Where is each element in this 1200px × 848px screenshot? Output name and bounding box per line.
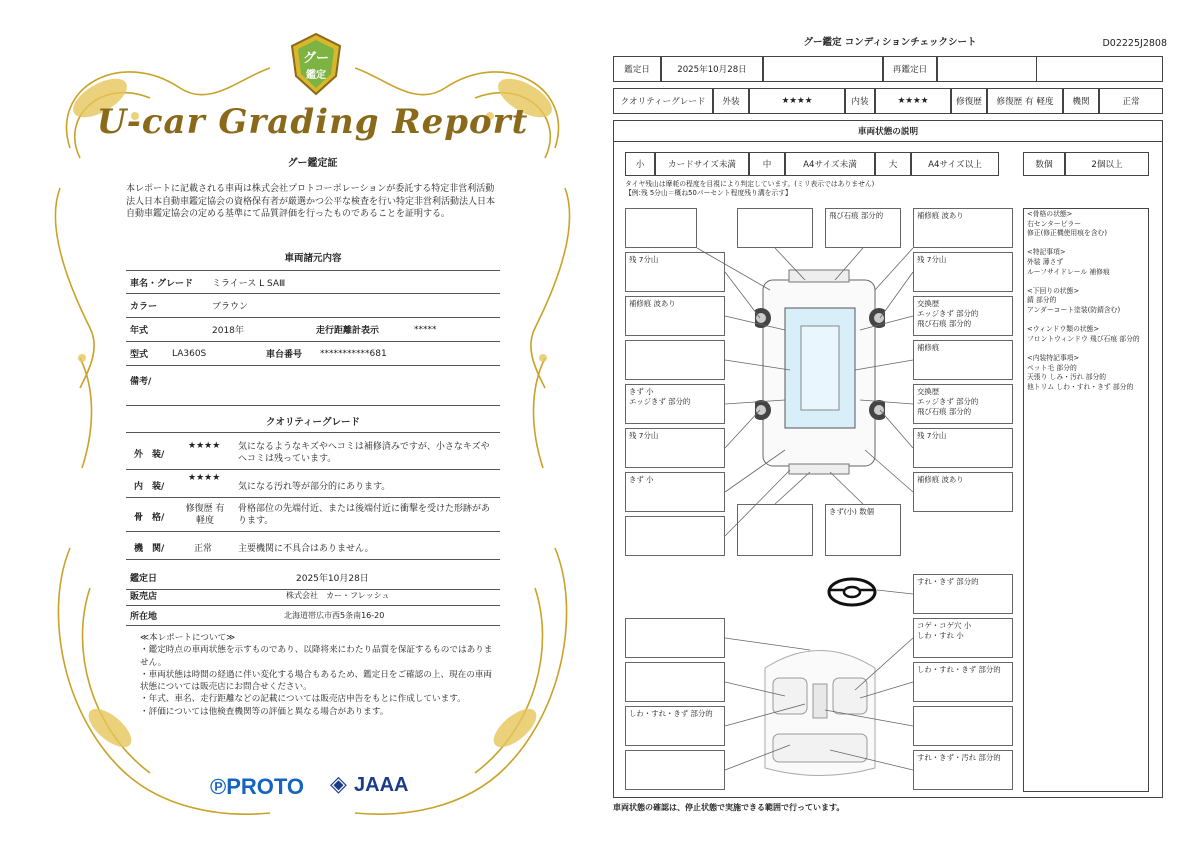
size-mid-label: 中 xyxy=(749,152,785,176)
notes-title: ≪本レポートについて≫ xyxy=(140,633,236,643)
proto-mark-icon: ℗ xyxy=(210,774,227,799)
size-large-label: 大 xyxy=(875,152,911,176)
spec-row-model xyxy=(126,342,500,366)
quality-grade: ★★★★ xyxy=(188,473,221,483)
int-box: しわ・すれ・きず 部分的 xyxy=(913,662,1013,702)
engine-value: 正常 xyxy=(1099,88,1163,114)
mileage-label: 走行距離計表示 xyxy=(316,326,380,336)
ext-box: きず(小) 数個 xyxy=(825,504,901,556)
ext-box: 残 7分山 xyxy=(625,428,725,468)
size-large-value: A4サイズ以上 xyxy=(911,152,999,176)
ext-box: 補修痕 波あり xyxy=(913,208,1013,248)
condition-check-sheet xyxy=(605,30,1175,820)
badge-top-text: グー xyxy=(302,51,330,66)
repair-history-label: 修復歴 xyxy=(951,88,987,114)
size-small-label: 小 xyxy=(625,152,655,176)
quality-desc: 気になる汚れ等が部分的にあります。 xyxy=(238,482,391,492)
quality-label: 外 装/ xyxy=(134,450,165,460)
mileage-value: ***** xyxy=(414,324,437,335)
color-label: カラー xyxy=(130,302,158,312)
quality-grade-label: クオリティーグレード xyxy=(613,88,713,114)
ext-box xyxy=(625,516,725,556)
spec-row-remarks xyxy=(126,366,500,406)
color-value: ブラウン xyxy=(212,302,249,312)
quality-grade: ★★★★ xyxy=(188,441,221,451)
count-label: 数個 xyxy=(1023,152,1065,176)
ext-box: 飛び石痕 部分的 xyxy=(825,208,901,248)
name-value: ミライース L SAⅢ xyxy=(212,278,286,289)
footer-logos xyxy=(210,770,430,802)
grading-certificate xyxy=(40,28,585,828)
spec-row-name xyxy=(126,270,500,294)
address-value: 北海道帯広市西5条南16-20 xyxy=(284,611,385,620)
int-box xyxy=(625,618,725,658)
ext-box: 交換歴 エッジきず 部分的 飛び石痕 部分的 xyxy=(913,296,1013,336)
ext-box: 補修痕 波あり xyxy=(913,472,1013,512)
model-label: 型式 xyxy=(130,350,149,360)
note-item: ・年式、車名、走行距離などの記載については販売店申告をもとに作成しています。 xyxy=(140,694,466,705)
note-item: ・評価については他検査機関等の評価と異なる場合があります。 xyxy=(140,706,389,717)
quality-row-frame xyxy=(126,498,500,532)
ext-box xyxy=(737,504,813,556)
size-small-value: カードサイズ未満 xyxy=(655,152,749,176)
appraisal-date-value: 2025年10月28日 xyxy=(296,574,369,584)
badge-bottom-text: 鑑定 xyxy=(306,70,326,81)
repair-history-value: 修復歴 有 軽度 xyxy=(987,88,1063,114)
int-box xyxy=(625,750,725,790)
ext-box: 補修痕 波あり xyxy=(625,296,725,336)
reappraisal-label: 再鑑定日 xyxy=(883,56,937,82)
interior-value: ★★★★ xyxy=(875,88,951,114)
engine-label: 機関 xyxy=(1063,88,1099,114)
quality-label: 内 装/ xyxy=(134,482,165,492)
int-box: しわ・すれ・きず 部分的 xyxy=(625,706,725,746)
car-top-view-diagram xyxy=(755,268,885,478)
quality-row-exterior xyxy=(126,432,500,470)
address-label: 所在地 xyxy=(130,612,158,622)
int-box: すれ・きず 部分的 xyxy=(913,574,1013,614)
document-id: D02225J2808 xyxy=(1102,38,1167,49)
car-interior-diagram xyxy=(755,638,885,780)
ext-box xyxy=(737,208,813,248)
steering-wheel-icon xyxy=(827,576,877,608)
tire-note: タイヤ残山は摩耗の程度を目視により判定しています。(ミリ表示ではありません) 【例:残 5分山＝概ね50パーセント程度残り溝を示す】 xyxy=(625,180,875,197)
quality-desc: 気になるようなキズやヘコミは補修済みですが、小さなキズやヘコミは残っています。 xyxy=(238,442,490,464)
chassis-value: ***********681 xyxy=(320,348,387,359)
ext-box: 残 7分山 xyxy=(625,252,725,292)
ext-box xyxy=(625,208,697,248)
quality-grade: 正常 xyxy=(194,544,213,554)
ext-box: 補修痕 xyxy=(913,340,1013,380)
ext-box: 交換歴 エッジきず 部分的 飛び石痕 部分的 xyxy=(913,384,1013,424)
ext-box: 残 7分山 xyxy=(913,428,1013,468)
address-row xyxy=(126,606,500,626)
note-item: ・鑑定時点の車両状態を示すものであり、以降将来にわたり品質を保証するものではありません。 xyxy=(140,645,493,668)
ext-box: きず 小 xyxy=(625,472,725,512)
quality-row-engine xyxy=(126,532,500,560)
exterior-label: 外装 xyxy=(713,88,749,114)
dealer-value: 株式会社 カー・フレッシュ xyxy=(286,591,390,600)
dealer-row xyxy=(126,586,500,606)
int-box xyxy=(913,706,1013,746)
int-box: すれ・きず・汚れ 部分的 xyxy=(913,750,1013,790)
quality-title: クオリティーグレード xyxy=(265,417,361,428)
exterior-value: ★★★★ xyxy=(749,88,845,114)
spec-row-year xyxy=(126,318,500,342)
quality-desc: 骨格部位の先端付近、または後端付近に衝撃を受けた形跡があります。 xyxy=(238,504,491,526)
proto-logo xyxy=(210,774,304,800)
quality-label: 骨 格/ xyxy=(134,513,165,523)
jaaa-mark-icon: ◈ xyxy=(330,772,347,797)
ext-box: きず 小 エッジきず 部分的 xyxy=(625,384,725,424)
int-box: コゲ・コゲ穴 小 しわ・すれ 小 xyxy=(913,618,1013,658)
proto-logo-text: PROTO xyxy=(226,774,305,799)
ext-box xyxy=(625,340,725,380)
year-value: 2018年 xyxy=(212,326,244,336)
certificate-intro: 本レポートに記載される車両は株式会社プロトコーポレーションが委託する特定非営利活動法人日本自動車鑑定協会の資格保有者が厳選かつ公平な検査を行い特定非営利活動法人日本自動車鑑定協会の定める基準にて品質評価を行ったものであることを証明する。 xyxy=(126,184,496,219)
note-item: ・車両状態は時間の経過に伴い変化する場合もあるため、鑑定日をご確認の上、現在の車両状態については販売店にお問合せください。 xyxy=(140,669,493,693)
dealer-label: 販売店 xyxy=(130,592,158,602)
quality-grade: 修復歴 有 軽度 xyxy=(185,504,225,526)
remarks-label: 備考/ xyxy=(130,377,152,387)
count-value: 2個以上 xyxy=(1065,152,1149,176)
name-label: 車名・グレード xyxy=(130,278,194,289)
certificate-heading: グー鑑定証 xyxy=(287,158,338,169)
quality-row-interior xyxy=(126,470,500,498)
specs-title: 車両諸元内容 xyxy=(284,253,342,264)
spec-row-color xyxy=(126,294,500,318)
goo-appraisal-badge xyxy=(288,32,344,96)
quality-desc: 主要機関に不具合はありません。 xyxy=(238,544,374,554)
date-label: 鑑定日 xyxy=(613,56,661,82)
sheet-footer: 車両状態の確認は、停止状態で実施できる範囲で行っています。 xyxy=(613,803,845,812)
date-value: 2025年10月28日 xyxy=(661,56,763,82)
appraisal-date-label: 鑑定日 xyxy=(130,574,158,584)
quality-label: 機 関/ xyxy=(134,544,165,554)
report-notes xyxy=(140,632,500,718)
int-box xyxy=(625,662,725,702)
sheet-title: グー鑑定 コンディションチェックシート xyxy=(803,37,977,48)
ext-box: 残 7分山 xyxy=(913,252,1013,292)
year-label: 年式 xyxy=(130,326,149,336)
jaaa-logo-text: JAAA xyxy=(354,774,409,796)
conditions-text: <骨格の状態> 右センターピラー 修正(修正機使用痕を含む) <特記事項> 外装 薄さず ルーフサイドレール 補修痕 <下回りの状態> 錆 部分的 アンダーコート塗装(防錆含む) <ウィンドウ類の状態> フロントウィンドウ 飛び石痕 部分的 <内装特記事項> ペット毛 部分的 天張り しみ・汚れ 部分的 他トリム しわ・すれ・きず 部分的 xyxy=(1027,210,1140,391)
reappraisal-value xyxy=(937,56,1037,82)
chassis-label: 車台番号 xyxy=(266,350,303,360)
model-value: LA360S xyxy=(172,348,207,359)
state-title: 車両状態の説明 xyxy=(613,120,1163,142)
size-mid-value: A4サイズ未満 xyxy=(785,152,875,176)
date-blank xyxy=(763,56,883,82)
report-script-title: U-car Grading Report xyxy=(96,102,529,142)
interior-label: 内装 xyxy=(845,88,875,114)
